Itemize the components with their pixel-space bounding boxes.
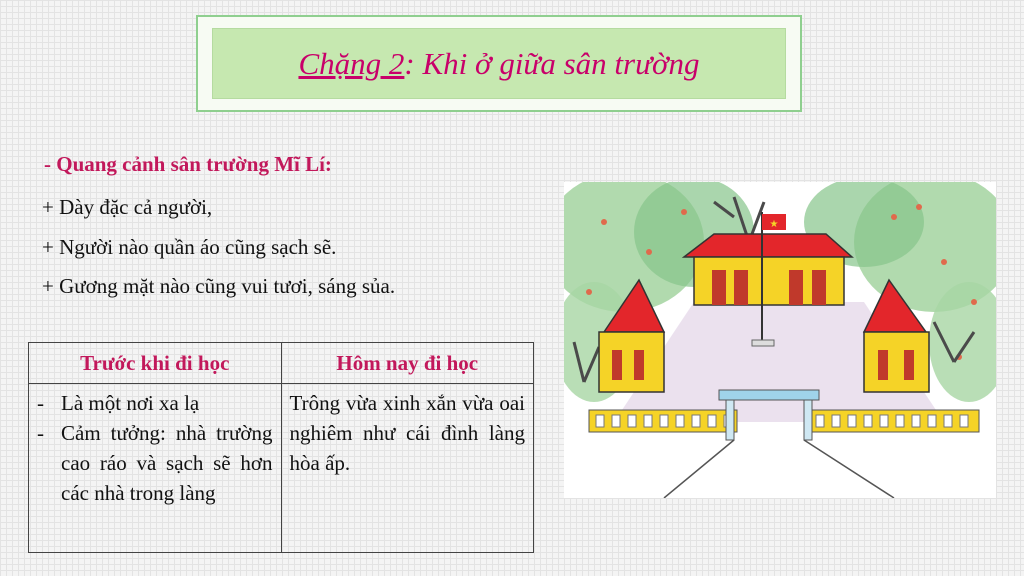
bullet-item: + Người nào quần áo cũng sạch sẽ. (42, 235, 337, 259)
dash-marker: - (37, 421, 44, 445)
title-prefix: Chặng 2 (298, 45, 405, 81)
title-box (212, 28, 786, 99)
school-yard-illustration (564, 182, 996, 498)
school-yard-drawing (564, 182, 996, 498)
column-header-today: Hôm nay đi học (281, 343, 534, 384)
column-header-before: Trước khi đi học (29, 343, 282, 384)
title-frame (196, 15, 802, 112)
main-building (684, 234, 852, 305)
list-item-text: Cảm tưởng: nhà trường cao ráo và sạch sẽ hơn các nhà trong làng (61, 421, 273, 505)
before-cell (29, 384, 282, 553)
list-item (37, 388, 273, 418)
table-header-row (29, 343, 534, 384)
table-row (29, 384, 534, 553)
svg-text:★: ★ (769, 219, 779, 230)
today-cell: Trông vừa xinh xắn vừa oai nghiêm như cái đình làng hòa ấp. (281, 384, 534, 553)
section-heading: - Quang cảnh sân trường Mĩ Lí: (44, 152, 332, 176)
bullet-item: + Dày đặc cả người, (42, 195, 213, 219)
list-item-text: Là một nơi xa lạ (61, 391, 200, 415)
slide-title (298, 46, 699, 82)
comparison-table (28, 342, 534, 553)
list-item (37, 418, 273, 508)
bullet-item: + Gương mặt nào cũng vui tươi, sáng sủa. (42, 274, 396, 298)
dash-marker: - (37, 391, 44, 415)
title-rest: : Khi ở giữa sân trường (404, 45, 700, 81)
path-lines (664, 440, 894, 498)
